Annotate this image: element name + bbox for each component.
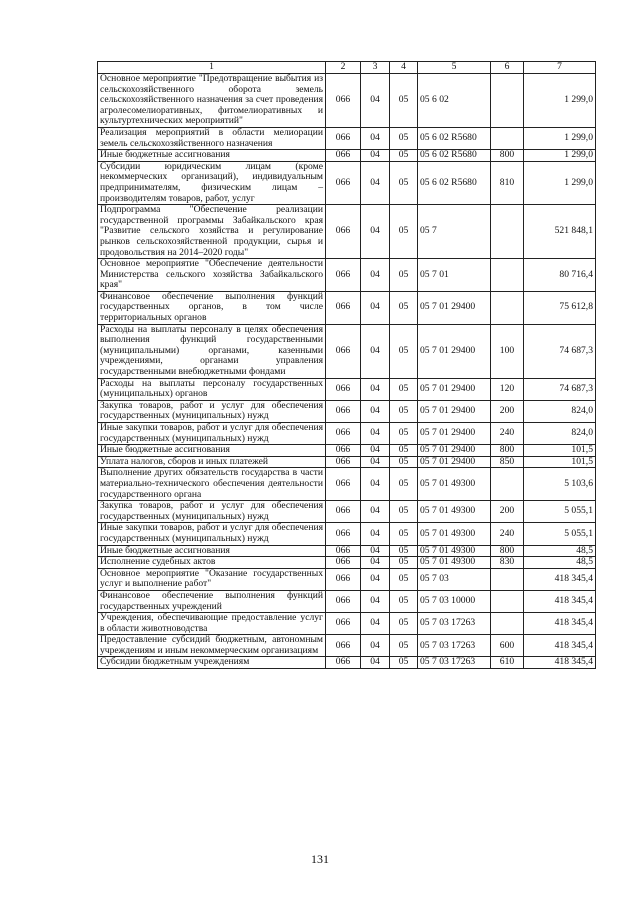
section-cell: 04 [361,423,390,445]
subsection-cell: 05 [390,400,418,422]
header-cell: 3 [361,62,390,74]
amount-cell: 80 716,4 [524,259,596,292]
expense-type-cell: 240 [491,523,524,545]
section-cell: 04 [361,378,390,400]
section-cell: 04 [361,545,390,557]
subsection-cell: 05 [390,74,418,128]
amount-cell: 5 055,1 [524,523,596,545]
expense-type-cell [491,205,524,259]
section-cell: 04 [361,635,390,657]
amount-cell: 1 299,0 [524,127,596,149]
amount-cell: 418 345,4 [524,590,596,612]
table-row [98,127,596,149]
amount-cell: 418 345,4 [524,635,596,657]
target-article-cell: 05 6 02 R5680 [418,150,491,162]
expense-type-cell: 810 [491,161,524,204]
subsection-cell: 05 [390,259,418,292]
row-name-cell: Иные закупки товаров, работ и услуг для обеспечения государственных (муниципальных) нужд [98,523,326,545]
row-name-cell: Подпрограмма "Обеспечение реализации государственной программы Забайкальского края "Развитие сельского хозяйства и регулирование рынков сельскохозяйственной продукции, сырья и продовольствия на 2014–2020 годы" [98,205,326,259]
section-cell: 04 [361,468,390,501]
target-article-cell: 05 7 01 49300 [418,523,491,545]
expense-type-cell [491,468,524,501]
admin-code-cell: 066 [326,74,361,128]
table-row [98,74,596,128]
expense-type-cell: 830 [491,557,524,569]
table-row [98,501,596,523]
row-name-cell: Выполнение других обязательств государства в части материально-технического обеспечения деятельности государственного органа [98,468,326,501]
expense-type-cell [491,127,524,149]
section-cell: 04 [361,400,390,422]
row-name-cell: Финансовое обеспечение выполнения функций государственных органов, в том числе территориальных органов [98,291,326,324]
table-row [98,205,596,259]
admin-code-cell: 066 [326,657,361,669]
row-name-cell: Закупка товаров, работ и услуг для обеспечения государственных (муниципальных) нужд [98,501,326,523]
subsection-cell: 05 [390,613,418,635]
amount-cell: 5 103,6 [524,468,596,501]
expense-type-cell: 800 [491,445,524,457]
subsection-cell: 05 [390,423,418,445]
target-article-cell: 05 7 01 29400 [418,324,491,378]
subsection-cell: 05 [390,468,418,501]
admin-code-cell: 066 [326,545,361,557]
target-article-cell: 05 7 [418,205,491,259]
expense-type-cell: 100 [491,324,524,378]
subsection-cell: 05 [390,378,418,400]
section-cell: 04 [361,590,390,612]
row-name-cell: Финансовое обеспечение выполнения функций государственных учреждений [98,590,326,612]
admin-code-cell: 066 [326,378,361,400]
budget-table [97,61,596,669]
table-row [98,324,596,378]
row-name-cell: Уплата налогов, сборов и иных платежей [98,456,326,468]
subsection-cell: 05 [390,161,418,204]
target-article-cell: 05 7 01 29400 [418,378,491,400]
section-cell: 04 [361,127,390,149]
admin-code-cell: 066 [326,127,361,149]
table-row [98,657,596,669]
amount-cell: 101,5 [524,456,596,468]
table-row [98,291,596,324]
section-cell: 04 [361,456,390,468]
admin-code-cell: 066 [326,523,361,545]
row-name-cell: Субсидии бюджетным учреждениям [98,657,326,669]
admin-code-cell: 066 [326,291,361,324]
admin-code-cell: 066 [326,400,361,422]
subsection-cell: 05 [390,291,418,324]
admin-code-cell: 066 [326,501,361,523]
target-article-cell: 05 7 03 10000 [418,590,491,612]
target-article-cell: 05 7 03 [418,568,491,590]
admin-code-cell: 066 [326,324,361,378]
section-cell: 04 [361,324,390,378]
header-cell: 6 [491,62,524,74]
section-cell: 04 [361,523,390,545]
amount-cell: 418 345,4 [524,657,596,669]
target-article-cell: 05 6 02 R5680 [418,127,491,149]
expense-type-cell: 200 [491,400,524,422]
table-row [98,456,596,468]
row-name-cell: Иные бюджетные ассигнования [98,150,326,162]
admin-code-cell: 066 [326,568,361,590]
admin-code-cell: 066 [326,423,361,445]
admin-code-cell: 066 [326,445,361,457]
expense-type-cell: 610 [491,657,524,669]
table-body [98,74,596,669]
subsection-cell: 05 [390,557,418,569]
header-cell: 1 [98,62,326,74]
row-name-cell: Расходы на выплаты персоналу в целях обеспечения выполнения функций государственными (муниципальными) органами, казенными учреждениями, органами управления государственными внебюджетными фондами [98,324,326,378]
amount-cell: 824,0 [524,423,596,445]
row-name-cell: Субсидии юридическим лицам (кроме некоммерческих организаций), индивидуальным предпринимателям, физическим лицам – производителям товаров, работ, услуг [98,161,326,204]
row-name-cell: Реализация мероприятий в области мелиорации земель сельскохозяйственного назначения [98,127,326,149]
admin-code-cell: 066 [326,259,361,292]
row-name-cell: Основное мероприятие "Обеспечение деятельности Министерства сельского хозяйства Забайкальского края" [98,259,326,292]
admin-code-cell: 066 [326,635,361,657]
admin-code-cell: 066 [326,468,361,501]
header-cell: 4 [390,62,418,74]
expense-type-cell: 800 [491,150,524,162]
table-row [98,468,596,501]
table-row [98,568,596,590]
section-cell: 04 [361,501,390,523]
target-article-cell: 05 7 01 29400 [418,445,491,457]
table-row [98,545,596,557]
table-row [98,400,596,422]
amount-cell: 48,5 [524,557,596,569]
subsection-cell: 05 [390,205,418,259]
expense-type-cell: 600 [491,635,524,657]
row-name-cell: Предоставление субсидий бюджетным, автономным учреждениям и иным некоммерческим организациям [98,635,326,657]
target-article-cell: 05 7 01 49300 [418,468,491,501]
row-name-cell: Иные закупки товаров, работ и услуг для обеспечения государственных (муниципальных) нужд [98,423,326,445]
amount-cell: 1 299,0 [524,74,596,128]
target-article-cell: 05 7 01 49300 [418,545,491,557]
subsection-cell: 05 [390,635,418,657]
target-article-cell: 05 7 03 17263 [418,657,491,669]
table-row [98,445,596,457]
row-name-cell: Иные бюджетные ассигнования [98,545,326,557]
target-article-cell: 05 6 02 R5680 [418,161,491,204]
subsection-cell: 05 [390,657,418,669]
row-name-cell: Учреждения, обеспечивающие предоставление услуг в области животноводства [98,613,326,635]
expense-type-cell: 800 [491,545,524,557]
table-row [98,259,596,292]
target-article-cell: 05 7 03 17263 [418,635,491,657]
amount-cell: 74 687,3 [524,378,596,400]
target-article-cell: 05 7 01 29400 [418,456,491,468]
subsection-cell: 05 [390,324,418,378]
subsection-cell: 05 [390,150,418,162]
subsection-cell: 05 [390,568,418,590]
amount-cell: 48,5 [524,545,596,557]
expense-type-cell [491,74,524,128]
section-cell: 04 [361,445,390,457]
table-row [98,635,596,657]
admin-code-cell: 066 [326,590,361,612]
expense-type-cell: 850 [491,456,524,468]
row-name-cell: Основное мероприятие "Предотвращение выбытия из сельскохозяйственного оборота земель сельскохозяйственного назначения за счет проведения агролесомелиоративных, фитомелиоративных и культуртехнических мероприятий" [98,74,326,128]
header-cell: 7 [524,62,596,74]
section-cell: 04 [361,161,390,204]
section-cell: 04 [361,568,390,590]
amount-cell: 75 612,8 [524,291,596,324]
expense-type-cell [491,590,524,612]
expense-type-cell [491,291,524,324]
admin-code-cell: 066 [326,161,361,204]
section-cell: 04 [361,557,390,569]
subsection-cell: 05 [390,545,418,557]
admin-code-cell: 066 [326,150,361,162]
target-article-cell: 05 7 01 49300 [418,557,491,569]
header-cell: 2 [326,62,361,74]
subsection-cell: 05 [390,590,418,612]
amount-cell: 418 345,4 [524,613,596,635]
expense-type-cell [491,613,524,635]
amount-cell: 1 299,0 [524,161,596,204]
expense-type-cell: 240 [491,423,524,445]
section-cell: 04 [361,291,390,324]
target-article-cell: 05 7 01 [418,259,491,292]
table-row [98,423,596,445]
table-row [98,613,596,635]
amount-cell: 74 687,3 [524,324,596,378]
target-article-cell: 05 7 01 29400 [418,291,491,324]
target-article-cell: 05 7 03 17263 [418,613,491,635]
amount-cell: 1 299,0 [524,150,596,162]
table-row [98,161,596,204]
admin-code-cell: 066 [326,205,361,259]
target-article-cell: 05 6 02 [418,74,491,128]
section-cell: 04 [361,205,390,259]
table-row [98,150,596,162]
target-article-cell: 05 7 01 29400 [418,400,491,422]
row-name-cell: Закупка товаров, работ и услуг для обеспечения государственных (муниципальных) нужд [98,400,326,422]
table-header-row [98,62,596,74]
expense-type-cell [491,568,524,590]
section-cell: 04 [361,613,390,635]
section-cell: 04 [361,74,390,128]
page-number: 131 [311,852,329,866]
admin-code-cell: 066 [326,613,361,635]
amount-cell: 824,0 [524,400,596,422]
table-row [98,378,596,400]
expense-type-cell: 120 [491,378,524,400]
target-article-cell: 05 7 01 49300 [418,501,491,523]
table-row [98,523,596,545]
section-cell: 04 [361,150,390,162]
expense-type-cell: 200 [491,501,524,523]
table-row [98,557,596,569]
subsection-cell: 05 [390,127,418,149]
subsection-cell: 05 [390,523,418,545]
row-name-cell: Основное мероприятие "Оказание государственных услуг и выполнение работ" [98,568,326,590]
amount-cell: 5 055,1 [524,501,596,523]
subsection-cell: 05 [390,445,418,457]
amount-cell: 101,5 [524,445,596,457]
target-article-cell: 05 7 01 29400 [418,423,491,445]
header-cell: 5 [418,62,491,74]
admin-code-cell: 066 [326,456,361,468]
row-name-cell: Исполнение судебных актов [98,557,326,569]
expense-type-cell [491,259,524,292]
section-cell: 04 [361,657,390,669]
amount-cell: 521 848,1 [524,205,596,259]
admin-code-cell: 066 [326,557,361,569]
subsection-cell: 05 [390,501,418,523]
table-row [98,590,596,612]
row-name-cell: Иные бюджетные ассигнования [98,445,326,457]
section-cell: 04 [361,259,390,292]
subsection-cell: 05 [390,456,418,468]
amount-cell: 418 345,4 [524,568,596,590]
row-name-cell: Расходы на выплаты персоналу государственных (муниципальных) органов [98,378,326,400]
